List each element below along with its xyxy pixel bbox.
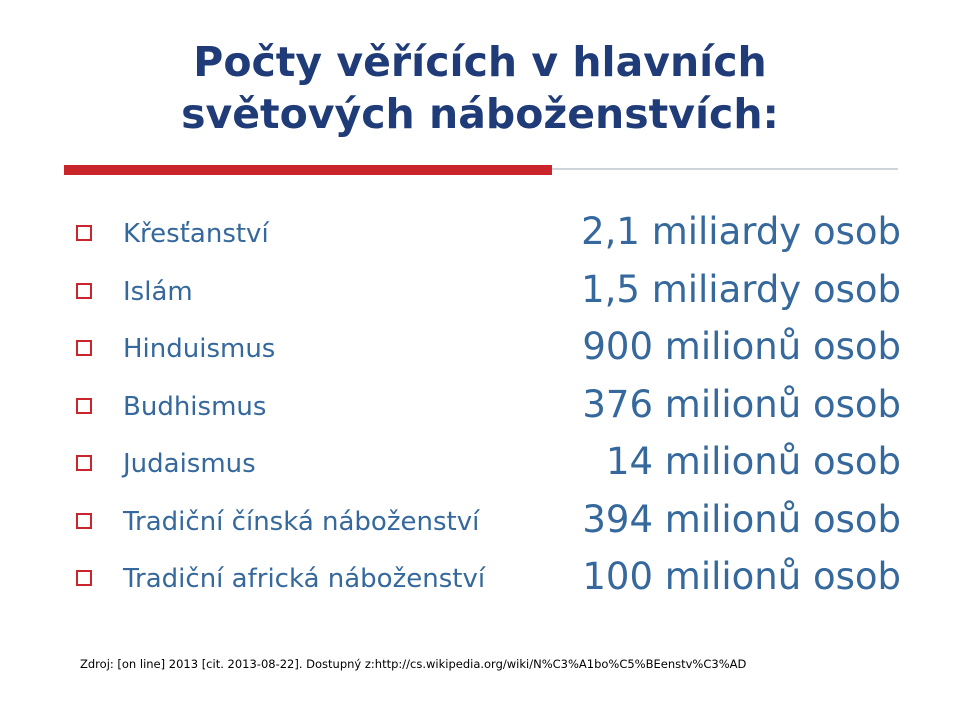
square-bullet-icon — [76, 398, 92, 414]
title-underline-rule — [552, 168, 898, 170]
slide-title-line-2: světových náboženstvích: — [181, 90, 779, 138]
religion-name: Judaismus — [123, 449, 256, 479]
believer-count: 2,1 miliardy osob — [581, 210, 901, 253]
list-item — [0, 205, 959, 263]
religion-name: Hinduismus — [123, 334, 276, 364]
religion-name: Tradiční africká náboženství — [123, 564, 486, 594]
list-item — [0, 320, 959, 378]
believer-count: 394 milionů osob — [582, 497, 901, 541]
religion-name: Budhismus — [123, 391, 267, 422]
believer-count: 100 milionů osob — [582, 555, 901, 598]
list-item — [0, 550, 959, 608]
religion-name: Křesťanství — [123, 219, 269, 249]
square-bullet-icon — [76, 455, 92, 471]
religion-list — [0, 205, 959, 608]
believer-count: 14 milionů osob — [605, 440, 901, 483]
square-bullet-icon — [76, 340, 92, 356]
list-item — [0, 263, 959, 321]
religion-name: Islám — [123, 276, 193, 307]
believer-count: 1,5 miliardy osob — [581, 267, 901, 311]
slide-title-line-1: Počty věřících v hlavních — [193, 38, 767, 86]
square-bullet-icon — [76, 225, 92, 241]
source-citation: Zdroj: [on line] 2013 [cit. 2013-08-22]. Dostupný z:http://cs.wikipedia.org/wiki/N%C3%A1bo%C5%BEenstv%C3%AD — [80, 657, 747, 671]
square-bullet-icon — [76, 283, 92, 299]
square-bullet-icon — [76, 513, 92, 529]
believer-count: 900 milionů osob — [582, 325, 901, 368]
title-underline-accent — [64, 165, 552, 175]
believer-count: 376 milionů osob — [582, 382, 901, 426]
square-bullet-icon — [76, 570, 92, 586]
list-item — [0, 435, 959, 493]
list-item — [0, 493, 959, 551]
slide-title — [60, 36, 900, 140]
list-item — [0, 378, 959, 436]
religion-name: Tradiční čínská náboženství — [123, 506, 480, 537]
